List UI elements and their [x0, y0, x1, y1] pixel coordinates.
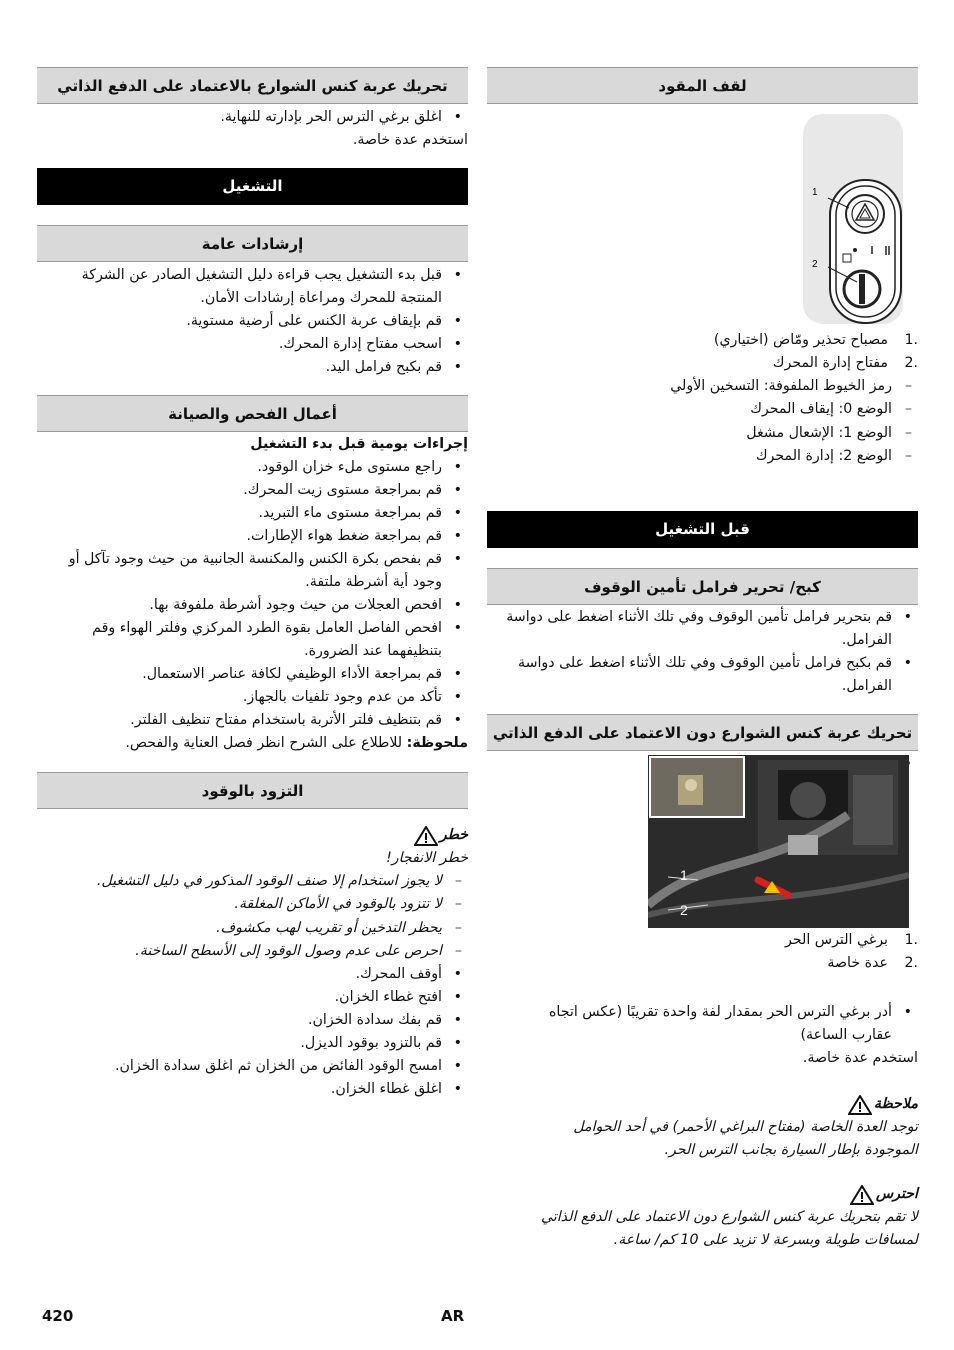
- daily-item: • قم بمراجعة مستوى زيت المحرك.: [37, 479, 442, 502]
- figure2-callout-2: 2: [680, 902, 688, 918]
- fuel-item: • امسح الوقود الفائض من الخزان ثم اغلق سدادة الخزان.: [37, 1055, 442, 1078]
- general-item: • قم بإيقاف عربة الكنس على أرضية مستوية.: [37, 310, 442, 333]
- danger-title: خطر: [37, 824, 468, 847]
- move-manual-header: تحريك عربة كنس الشوارع دون الاعتماد على الدفع الذاتي: [487, 714, 918, 751]
- general-item: • قبل بدء التشغيل يجب قراءة دليل التشغيل الصادر عن الشركة المنتجة للمحرك ومراعاة إرشادات الأمان.: [37, 264, 442, 310]
- caution-line: لا تقم بتحريك عربة كنس الشوارع دون الاعتماد على الدفع الذاتي: [540, 1209, 918, 1225]
- caution-title: احترس: [487, 1183, 918, 1206]
- note-line: توجد العدة الخاصة (مفتاح البراغي الأحمر) في أحد الحوامل: [573, 1119, 918, 1135]
- fuel-list: [37, 963, 468, 1101]
- turn-item: • أدر برغي الترس الحر بمقدار لفة واحدة تقريبًا (عكس اتجاه عقارب الساعة): [507, 1001, 892, 1047]
- engine-illustration: [648, 755, 909, 928]
- control-panel-illustration: [487, 104, 918, 329]
- figure2-callout-1: 1: [680, 867, 688, 883]
- figure1-callout-2: 2: [812, 259, 818, 270]
- control-legend: [487, 329, 918, 375]
- danger-item: – احرص على عدم وصول الوقود إلى الأسطح الساخنة.: [37, 940, 442, 963]
- before-start-bar: قبل التشغيل: [487, 511, 918, 548]
- position-item: – الوضع 0: إيقاف المحرك: [487, 398, 892, 421]
- fuel-item: • اغلق غطاء الخزان.: [37, 1078, 442, 1101]
- fuel-item: • افتح غطاء الخزان.: [37, 986, 442, 1009]
- left-column: [37, 67, 468, 1101]
- general-item: • قم بكبح فرامل اليد.: [37, 356, 442, 379]
- danger-list: [37, 870, 468, 963]
- move-self-list: [37, 106, 468, 129]
- switch-positions: [487, 375, 918, 468]
- figure-engine-photo: [648, 755, 909, 928]
- general-list: [37, 264, 468, 379]
- caution-line: لمسافات طويلة وبسرعة لا تزيد على 10 كم/ ساعة.: [613, 1232, 918, 1248]
- warning-icon: [848, 1095, 872, 1115]
- position-item: – الوضع 1: الإشعال مشغل: [487, 422, 892, 445]
- maintenance-header: أعمال الفحص والصيانة: [37, 395, 468, 432]
- brake-list: [487, 606, 918, 698]
- legend-item: 1. برغي الترس الحر: [785, 932, 918, 948]
- fuel-item: • قم بالتزود بوقود الديزل.: [37, 1032, 442, 1055]
- right-column: [487, 67, 918, 776]
- position-item: – رمز الخيوط الملفوفة: التسخين الأولي: [487, 375, 892, 398]
- daily-item: • افحص العجلات من حيث وجود أشرطة ملفوفة بها.: [37, 594, 442, 617]
- brake-header: كبح/ تحرير فرامل تأمين الوقوف: [487, 568, 918, 605]
- right-column-lower: [487, 929, 918, 1252]
- legend-item: 1. مصباح تحذير ومّاض (اختياري): [713, 332, 918, 348]
- legend-item: 2. مفتاح إدارة المحرك: [772, 355, 918, 371]
- turn-after: استخدم عدة خاصة.: [802, 1050, 918, 1066]
- danger-subtitle: خطر الانفجار!: [386, 850, 468, 866]
- fuel-header: التزود بالوقود: [37, 772, 468, 809]
- general-header: إرشادات عامة: [37, 225, 468, 262]
- note-line: الموجودة بإطار السيارة بجانب الترس الحر.: [664, 1142, 918, 1158]
- fuel-item: • أوقف المحرك.: [37, 963, 442, 986]
- general-item: • اسحب مفتاح إدارة المحرك.: [37, 333, 442, 356]
- engine-legend: [487, 929, 918, 975]
- daily-title: إجراءات يومية قبل بدء التشغيل: [250, 436, 468, 452]
- daily-item: • قم بمراجعة مستوى ماء التبريد.: [37, 502, 442, 525]
- legend-item: 2. عدة خاصة: [827, 955, 918, 971]
- danger-item: – يحظر التدخين أو تقريب لهب مكشوف.: [37, 917, 442, 940]
- turn-list: [487, 1001, 918, 1047]
- maintenance-note: ملحوظة: للاطلاع على الشرح انظر فصل العناية والفحص.: [125, 735, 468, 751]
- warning-icon: [850, 1185, 874, 1205]
- language-code: AR: [441, 1307, 465, 1325]
- move-self-after: استخدم عدة خاصة.: [352, 132, 468, 148]
- page-number: 420: [42, 1307, 74, 1325]
- brake-item: • قم بكبح فرامل تأمين الوقوف وفي تلك الأثناء اضغط على دواسة الفرامل.: [487, 652, 892, 698]
- danger-item: – لا يجوز استخدام إلا صنف الوقود المذكور في دليل التشغيل.: [37, 870, 442, 893]
- figure-control-panel: [487, 104, 918, 329]
- daily-item: • راجع مستوى ملء خزان الوقود.: [37, 456, 442, 479]
- figure1-callout-1: 1: [812, 187, 818, 198]
- fuel-item: • قم بفك سدادة الخزان.: [37, 1009, 442, 1032]
- controls-header: لقف المقود: [487, 67, 918, 104]
- brake-item: • قم بتحرير فرامل تأمين الوقوف وفي تلك الأثناء اضغط على دواسة الفرامل.: [487, 606, 892, 652]
- daily-list: [37, 456, 468, 732]
- operation-bar: التشغيل: [37, 168, 468, 205]
- position-item: – الوضع 2: إدارة المحرك: [487, 445, 892, 468]
- daily-item: • تأكد من عدم وجود تلفيات بالجهاز.: [37, 686, 442, 709]
- danger-item: – لا تتزود بالوقود في الأماكن المغلقة.: [37, 893, 442, 916]
- warning-icon: [414, 826, 438, 846]
- move-self-item: • اغلق برغي الترس الحر بإدارته للنهاية.: [37, 106, 442, 129]
- daily-item: • قم بمراجعة الأداء الوظيفي لكافة عناصر الاستعمال.: [37, 663, 442, 686]
- note-title: ملاحظة: [487, 1093, 918, 1116]
- daily-item: • قم بفحص بكرة الكنس والمكنسة الجانبية من حيث وجود تآكل أو وجود أية أشرطة ملتفة.: [37, 548, 442, 594]
- daily-item: • قم بمراجعة ضغط هواء الإطارات.: [37, 525, 442, 548]
- daily-item: • قم بتنظيف فلتر الأتربة باستخدام مفتاح تنظيف الفلتر.: [37, 709, 442, 732]
- daily-item: • افحص الفاصل العامل بقوة الطرد المركزي وفلتر الهواء وقم بتنظيفهما عند الضرورة.: [37, 617, 442, 663]
- move-self-header: تحريك عربة كنس الشوارع بالاعتماد على الدفع الذاتي: [37, 67, 468, 104]
